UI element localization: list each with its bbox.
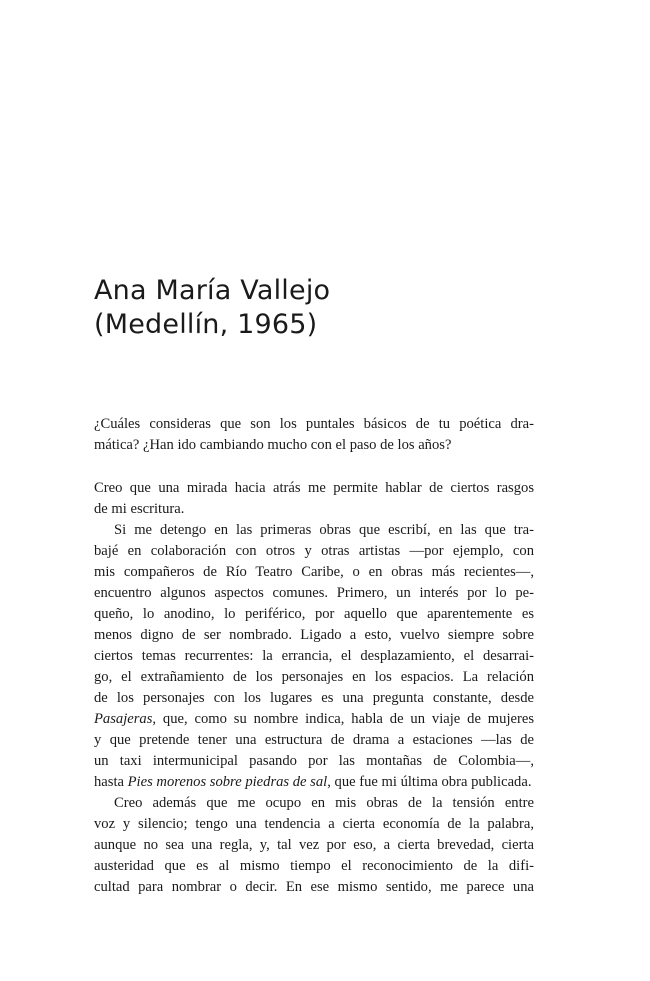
answer-line: un taxi intermunicipal pasando por las montañas de Colombia—, <box>94 753 534 769</box>
answer-line: mis compañeros de Río Teatro Caribe, o en obras más recientes—, <box>94 564 534 580</box>
answer-line: Creo que una mirada hacia atrás me permite hablar de ciertos rasgos <box>94 480 534 496</box>
answer-line: encuentro algunos aspectos comunes. Primero, un interés por lo pe- <box>94 585 534 601</box>
answer-line: austeridad que es al mismo tiempo el reconocimiento de la difi- <box>94 858 534 874</box>
answer-line: de mi escritura. <box>94 501 185 517</box>
answer-line-text: hasta <box>94 774 128 790</box>
answer-line-text: , que, como su nombre indica, habla de un viaje de mujeres <box>152 711 534 727</box>
answer-line: cultad para nombrar o decir. En ese mismo sentido, me parece una <box>94 879 534 895</box>
author-name: Ana María Vallejo <box>94 275 331 306</box>
answer-line: de los personajes con los lugares es una pregunta constante, desde <box>94 690 534 706</box>
work-title-pasajeras: Pasajeras <box>94 711 153 727</box>
answer-line: Creo además que me ocupo en mis obras de la tensión entre <box>114 795 534 811</box>
answer-line: voz y silencio; tengo una tendencia a cierta economía de la palabra, <box>94 816 534 832</box>
interview-question <box>94 414 534 456</box>
answer-line: Si me detengo en las primeras obras que escribí, en las que tra- <box>114 522 534 538</box>
author-origin: (Medellín, 1965) <box>94 309 318 340</box>
answer-line: aunque no sea una regla, y, tal vez por eso, a cierta brevedad, cierta <box>94 837 534 853</box>
answer-line: menos digno de ser nombrado. Ligado a esto, vuelvo siempre sobre <box>94 627 534 643</box>
answer-line: y que pretende tener una estructura de drama a estaciones —las de <box>94 732 534 748</box>
answer-line: ciertos temas recurrentes: la errancia, el desplazamiento, el desarrai- <box>94 648 534 664</box>
question-line: ¿Cuáles consideras que son los puntales básicos de tu poética dra- <box>94 416 534 432</box>
work-title-pies-morenos: Pies morenos sobre piedras de sal <box>127 774 328 790</box>
answer-line-text: , que fue mi última obra publicada. <box>327 774 532 790</box>
question-line: mática? ¿Han ido cambiando mucho con el paso de los años? <box>94 437 452 453</box>
interview-answer <box>94 478 534 898</box>
answer-line: queño, lo anodino, lo periférico, por aquello que aparentemente es <box>94 606 534 622</box>
answer-line: bajé en colaboración con otros y otras artistas —por ejemplo, con <box>94 543 534 559</box>
answer-line: go, el extrañamiento de los personajes en los espacios. La relación <box>94 669 534 685</box>
chapter-title <box>94 274 554 342</box>
answer-line <box>94 709 534 730</box>
answer-line <box>94 772 534 793</box>
